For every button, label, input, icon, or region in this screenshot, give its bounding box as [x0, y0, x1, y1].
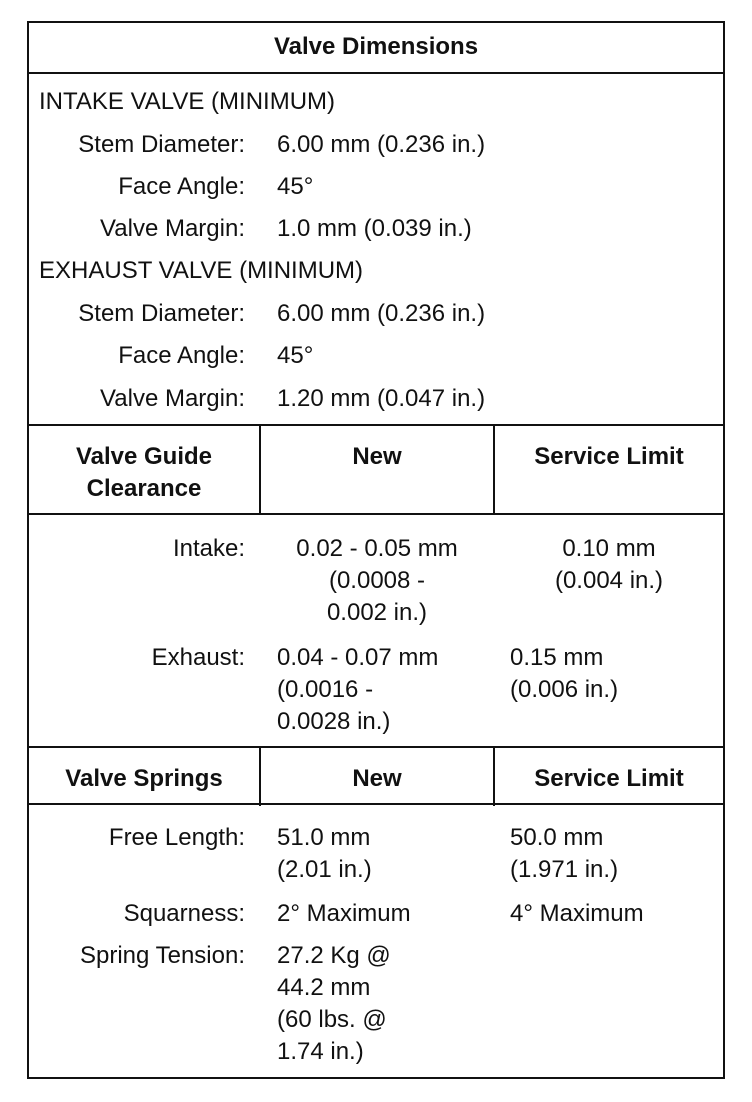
springs-free-length-new-line1: 51.0 mm: [277, 824, 371, 851]
exhaust-valve-margin-value: 1.20 mm (0.047 in.): [277, 385, 486, 412]
guide-intake-new-line2: (0.0008 -: [328, 567, 426, 594]
springs-squarness-new: 2° Maximum: [277, 900, 411, 927]
exhaust-face-angle-value: 45°: [277, 342, 314, 369]
guide-intake-new-line1: 0.02 - 0.05 mm: [296, 535, 458, 562]
valve-dimensions-table: [27, 21, 725, 1079]
table-title: Valve Dimensions: [273, 33, 479, 60]
springs-header-col1: Valve Springs: [65, 765, 223, 792]
guide-intake-limit-line2: (0.004 in.): [554, 567, 664, 594]
intake-stem-diameter-label: Stem Diameter:: [78, 131, 245, 158]
springs-header-service-limit: Service Limit: [534, 765, 684, 792]
springs-squarness-label: Squarness:: [123, 900, 245, 927]
divider-guide-header-bottom: [29, 513, 723, 515]
springs-tension-label: Spring Tension:: [80, 942, 245, 969]
springs-free-length-label: Free Length:: [108, 824, 245, 851]
intake-valve-heading: INTAKE VALVE (MINIMUM): [39, 88, 336, 115]
springs-squarness-limit: 4° Maximum: [510, 900, 644, 927]
guide-exhaust-new-line2: (0.0016 -: [277, 676, 374, 703]
exhaust-valve-margin-label: Valve Margin:: [100, 385, 245, 412]
exhaust-stem-diameter-label: Stem Diameter:: [78, 300, 245, 327]
divider-title: [29, 72, 723, 74]
springs-free-length-new-line2: (2.01 in.): [277, 856, 372, 883]
guide-intake-limit-line1: 0.10 mm: [562, 535, 656, 562]
springs-tension-new-line3: (60 lbs. @: [277, 1006, 387, 1033]
guide-header-col1-line1: Valve Guide: [75, 443, 213, 470]
springs-free-length-limit-line1: 50.0 mm: [510, 824, 604, 851]
springs-header-new: New: [352, 765, 402, 792]
guide-intake-new-line3: 0.002 in.): [326, 599, 428, 626]
springs-tension-new-line2: 44.2 mm: [277, 974, 371, 1001]
guide-exhaust-limit-line2: (0.006 in.): [510, 676, 619, 703]
springs-tension-new-line4: 1.74 in.): [277, 1038, 364, 1065]
exhaust-face-angle-label: Face Angle:: [118, 342, 245, 369]
guide-header-col1-line2: Clearance: [86, 475, 202, 502]
springs-tension-new-line1: 27.2 Kg @: [277, 942, 391, 969]
divider-springs-header-bottom: [29, 803, 723, 805]
guide-intake-label: Intake:: [172, 535, 245, 562]
guide-exhaust-label: Exhaust:: [151, 644, 245, 671]
springs-free-length-limit-line2: (1.971 in.): [510, 856, 619, 883]
guide-header-service-limit: Service Limit: [534, 443, 684, 470]
divider-guide-header-top: [29, 424, 723, 426]
intake-face-angle-value: 45°: [277, 173, 314, 200]
guide-header-new: New: [352, 443, 402, 470]
guide-exhaust-new-line3: 0.0028 in.): [277, 708, 391, 735]
intake-valve-margin-label: Valve Margin:: [100, 215, 245, 242]
exhaust-valve-heading: EXHAUST VALVE (MINIMUM): [39, 257, 364, 284]
exhaust-stem-diameter-value: 6.00 mm (0.236 in.): [277, 300, 486, 327]
guide-exhaust-limit-line1: 0.15 mm: [510, 644, 604, 671]
intake-face-angle-label: Face Angle:: [118, 173, 245, 200]
divider-springs-header-top: [29, 746, 723, 748]
intake-stem-diameter-value: 6.00 mm (0.236 in.): [277, 131, 486, 158]
intake-valve-margin-value: 1.0 mm (0.039 in.): [277, 215, 472, 242]
guide-exhaust-new-line1: 0.04 - 0.07 mm: [277, 644, 439, 671]
